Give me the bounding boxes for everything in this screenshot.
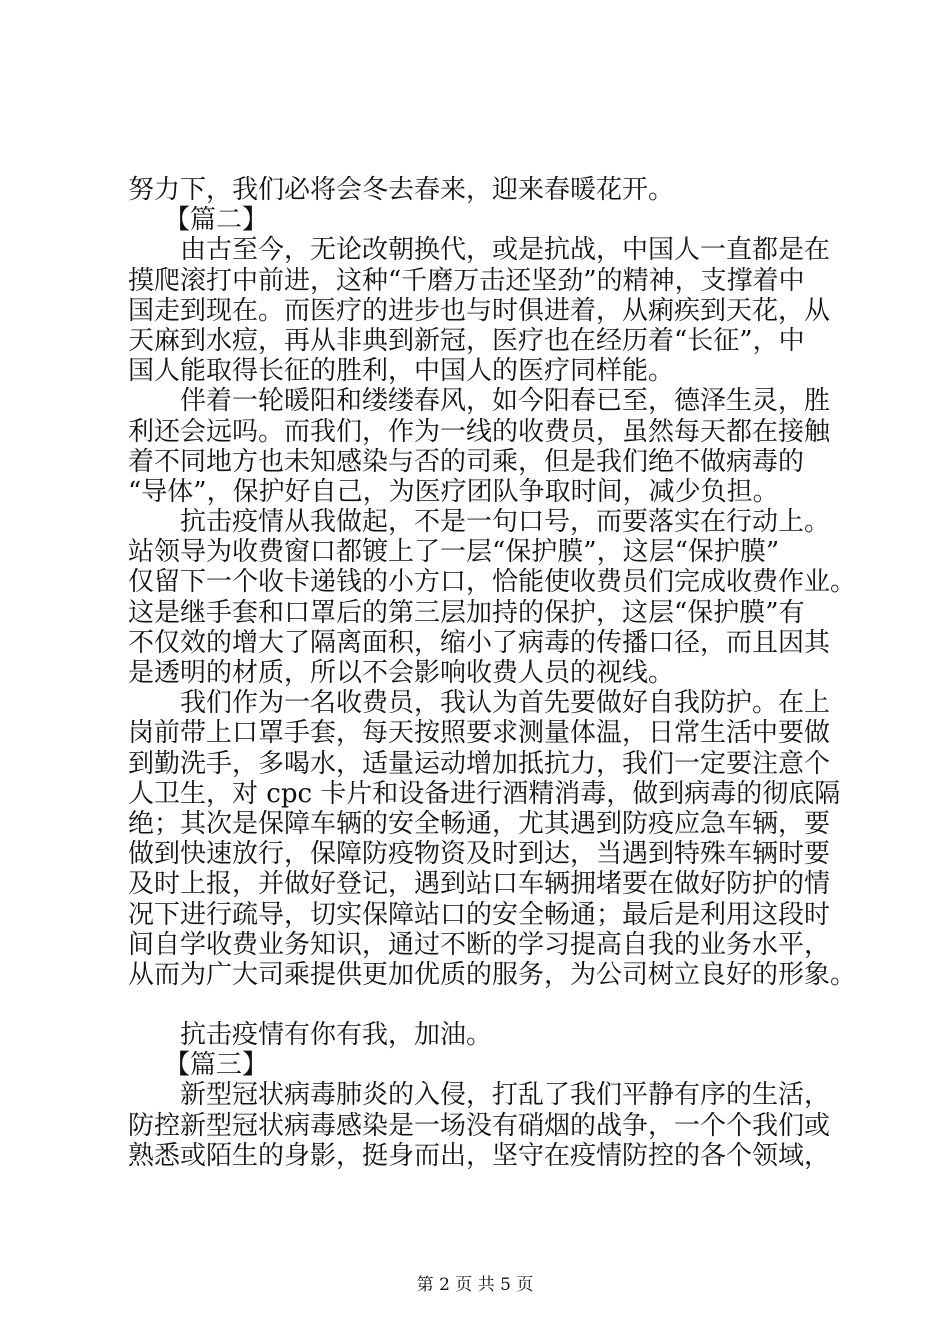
body-line: 国人能取得长征的胜利，中国人的医疗同样能。 [128,356,675,387]
body-line: 到勤洗手，多喝水，适量运动增加抵抗力，我们一定要注意个 [128,748,831,779]
paragraph-gap [128,990,828,1020]
body-line: “导体”，保护好自己，为医疗团队争取时间，减少负担。 [128,476,779,507]
closing-line: 抗击疫情有你有我，加油。 [180,1020,493,1051]
document-body [128,175,857,1171]
body-line: 防控新型冠状病毒感染是一场没有硝烟的战争，一个个我们或 [128,1110,831,1141]
body-line: 从而为广大司乘提供更加优质的服务，为公司树立良好的形象。 [128,959,857,990]
body-line: 这是继手套和口罩后的第三层加持的保护，这层“保护膜”有 [128,597,805,628]
body-line: 况下进行疏导，切实保障站口的安全畅通；最后是利用这段时 [128,899,831,930]
body-line: 间自学收费业务知识，通过不断的学习提高自我的业务水平， [128,929,831,960]
body-line: 伴着一轮暖阳和缕缕春风，如今阳春已至，德泽生灵，胜 [180,386,831,417]
body-line: 利还会远吗。而我们，作为一线的收费员，虽然每天都在接触 [128,416,831,447]
section-heading: 【篇三】 [164,1050,269,1081]
body-line: 天麻到水痘，再从非典到新冠，医疗也在经历着“长征”，中 [128,325,805,356]
body-line: 抗击疫情从我做起，不是一句口号，而要落实在行动上。 [180,507,831,538]
body-line: 仅留下一个收卡递钱的小方口，恰能使收费员们完成收费作业。 [128,567,857,598]
body-line: 我们作为一名收费员，我认为首先要做好自我防护。在上 [180,688,831,719]
body-line: 摸爬滚打中前进，这种“千磨万击还坚劲”的精神，支撑着中 [128,265,805,296]
body-line: 由古至今，无论改朝换代，或是抗战，中国人一直都是在 [180,235,831,266]
body-line: 着不同地方也未知感染与否的司乘，但是我们绝不做病毒的 [128,446,805,477]
body-line: 是透明的材质，所以不会影响收费人员的视线。 [128,658,675,688]
body-line: 新型冠状病毒肺炎的入侵，打乱了我们平静有序的生活， [180,1080,831,1111]
body-line: 做到快速放行，保障防疫物资及时到达，当遇到特殊车辆时要 [128,839,831,870]
body-line: 不仅效的增大了隔离面积，缩小了病毒的传播口径，而且因其 [128,627,831,658]
body-line: 岗前带上口罩手套，每天按照要求测量体温，日常生活中要做 [128,718,831,749]
page-footer: 第 2 页 共 5 页 [416,1275,534,1295]
body-line: 站领导为收费窗口都镀上了一层“保护膜”，这层“保护膜” [128,537,780,568]
body-line: 人卫生，对 cpc 卡片和设备进行酒精消毒，做到病毒的彻底隔 [128,778,841,809]
body-line: 国走到现在。而医疗的进步也与时俱进着，从痢疾到天花，从 [128,295,831,326]
body-line: 熟悉或陌生的身影，挺身而出，坚守在疫情防控的各个领域， [128,1140,831,1171]
section-heading: 【篇二】 [164,205,269,236]
body-line: 努力下，我们必将会冬去春来，迎来春暖花开。 [128,175,675,205]
body-line: 绝；其次是保障车辆的安全畅通，尤其遇到防疫应急车辆，要 [128,808,831,839]
body-line: 及时上报，并做好登记，遇到站口车辆拥堵要在做好防护的情 [128,869,831,900]
